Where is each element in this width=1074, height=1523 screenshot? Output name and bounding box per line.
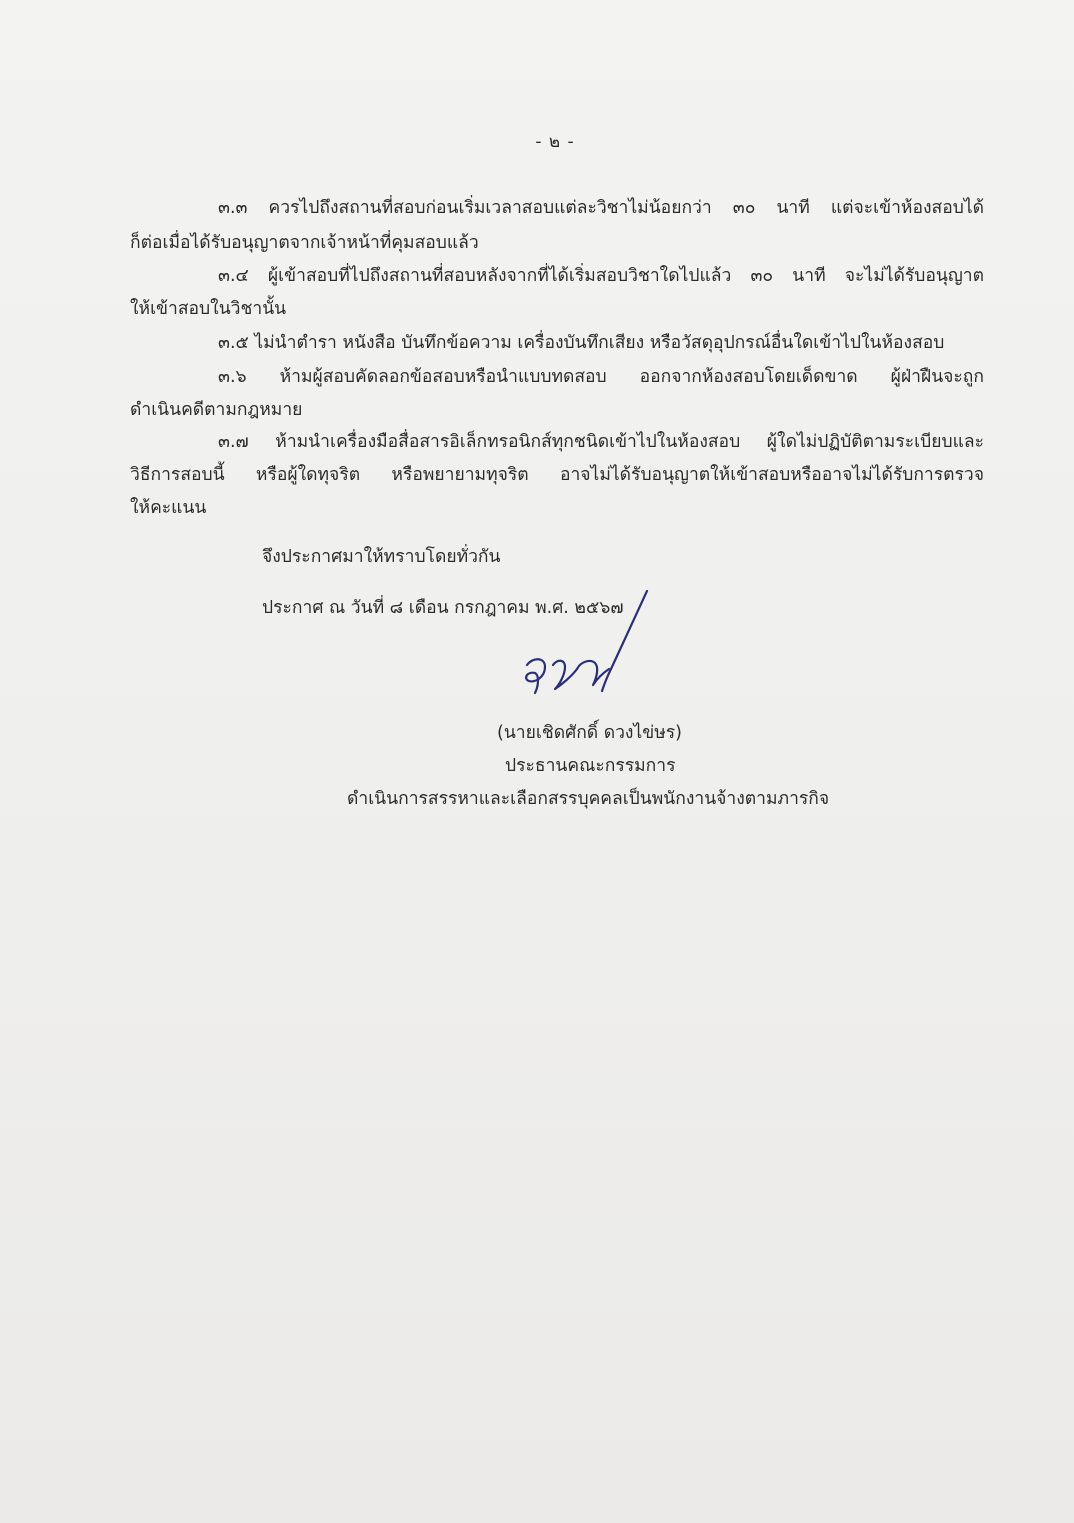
item-3-5-line: ๓.๕ ไม่นำตำรา หนังสือ บันทึกข้อความ เครื่องบันทึกเสียง หรือวัสดุอุปกรณ์อื่นใดเข้าไปในห้องสอบ (218, 333, 945, 353)
committee-name: ดำเนินการสรรหาและเลือกสรรบุคคลเป็นพนักงานจ้างตามภารกิจ (347, 789, 830, 809)
item-3-7-continuation-1: วิธีการสอบนี้ หรือผู้ใดทุจริต หรือพยายามทุจริต อาจไม่ได้รับอนุญาตให้เข้าสอบหรืออาจไม่ได้รับการตรวจ (130, 465, 984, 485)
item-3-4-first-line: ๓.๔ ผู้เข้าสอบที่ไปถึงสถานที่สอบหลังจากที่ได้เริ่มสอบวิชาใดไปแล้ว ๓๐ นาที จะไม่ได้รับอนุญาต (218, 266, 984, 286)
signatory-name: (นายเชิดศักดิ์ ดวงไข่ษร) (497, 723, 682, 743)
closing-statement: จึงประกาศมาให้ทราบโดยทั่วกัน (262, 547, 501, 567)
announcement-date: ประกาศ ณ วันที่ ๘ เดือน กรกฎาคม พ.ศ. ๒๕๖๗ (262, 598, 624, 618)
handwritten-signature (505, 585, 655, 700)
item-3-7-first-line: ๓.๗ ห้ามนำเครื่องมือสื่อสารอิเล็กทรอนิกส์ทุกชนิดเข้าไปในห้องสอบ ผู้ใดไม่ปฏิบัติตามระเบียบและ (218, 432, 984, 452)
item-3-3-first-line: ๓.๓ ควรไปถึงสถานที่สอบก่อนเริ่มเวลาสอบแต่ละวิชาไม่น้อยกว่า ๓๐ นาที แต่จะเข้าห้องสอบได้ (218, 198, 984, 218)
item-3-6-first-line: ๓.๖ ห้ามผู้สอบคัดลอกข้อสอบหรือนำแบบทดสอบ ออกจากห้องสอบโดยเด็ดขาด ผู้ฝ่าฝืนจะถูก (218, 367, 984, 387)
page-number: - ๒ - (535, 132, 575, 152)
item-3-3-continuation: ก็ต่อเมื่อได้รับอนุญาตจากเจ้าหน้าที่คุมสอบแล้ว (130, 233, 479, 253)
item-3-4-continuation: ให้เข้าสอบในวิชานั้น (130, 299, 287, 319)
item-3-7-continuation-2: ให้คะแนน (130, 498, 207, 518)
item-3-6-continuation: ดำเนินคดีตามกฎหมาย (130, 400, 303, 420)
signatory-position: ประธานคณะกรรมการ (505, 756, 676, 776)
